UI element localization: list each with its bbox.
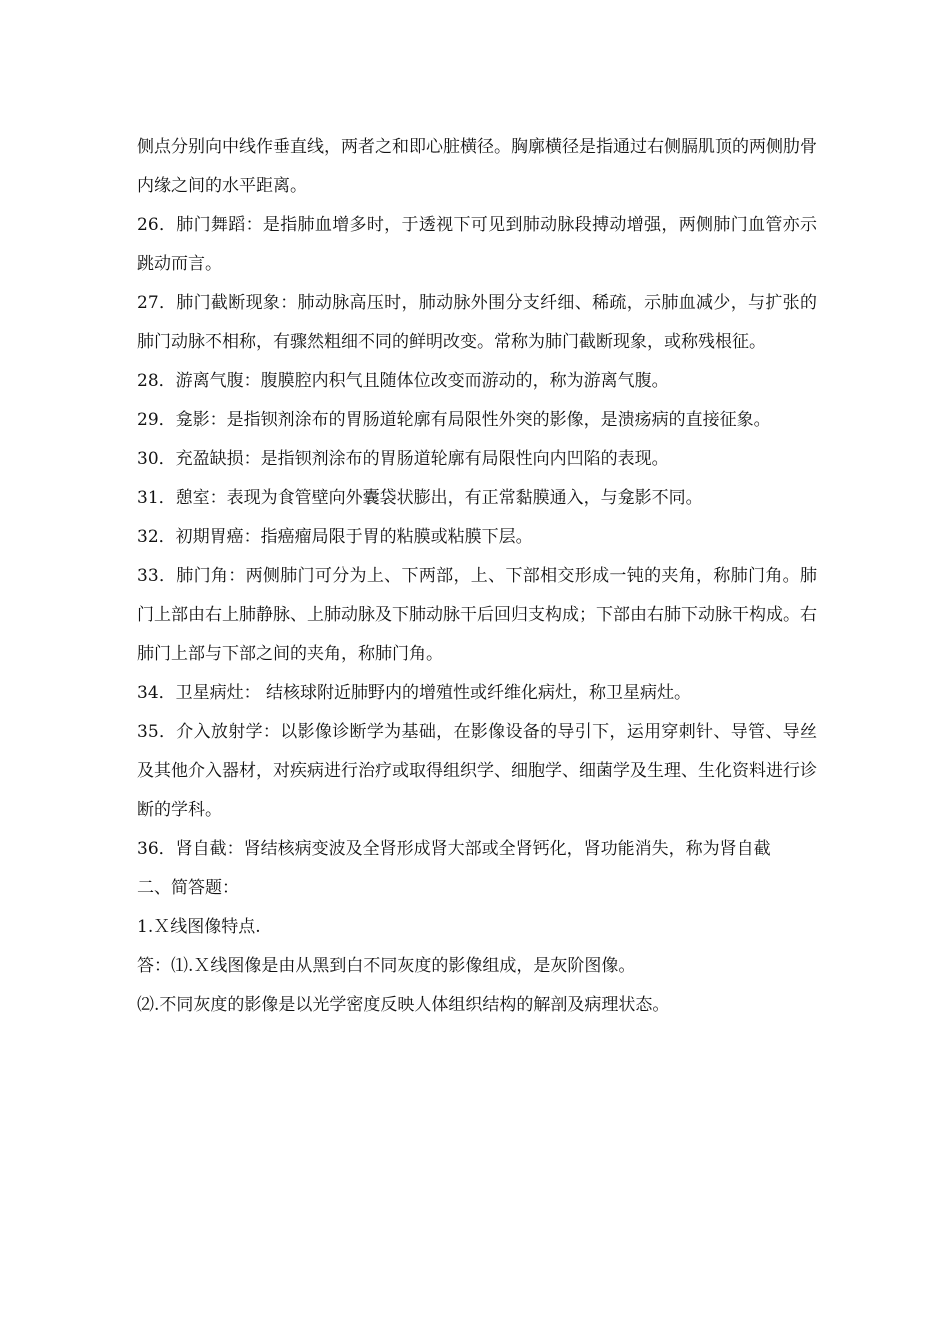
answer-1-point-1: 答：⑴.Ｘ线图像是由从黑到白不同灰度的影像组成，是灰阶图像。 (137, 956, 636, 976)
section-heading-short-answer: 二、简答题： (137, 878, 239, 898)
term-27-hilar-cutoff: 27．肺门截断现象：肺动脉高压时，肺动脉外围分支纤细、稀疏，示肺血减少，与扩张的肺门动脉不相称，有骤然粗细不同的鲜明改变。常称为肺门截断现象，或称残根征。 (137, 293, 817, 352)
term-33-hilar-angle: 33．肺门角：两侧肺门可分为上、下两部，上、下部相交形成一钝的夹角，称肺门角。肺门上部由右上肺静脉、上肺动脉及下肺动脉干后回归支构成；下部由右肺下动脉干构成。右肺门上部与下部之间的夹角，称肺门角。 (137, 566, 817, 664)
answer-1-point-2: ⑵.不同灰度的影像是以光学密度反映人体组织结构的解剖及病理状态。 (137, 995, 670, 1015)
document-page (137, 128, 817, 1025)
term-36-autonephrectomy: 36．肾自截：肾结核病变波及全肾形成肾大部或全肾钙化，肾功能消失，称为肾自截 (137, 839, 771, 859)
term-34-satellite-lesion: 34．卫星病灶： 结核球附近肺野内的增殖性或纤维化病灶，称卫星病灶。 (137, 683, 692, 703)
term-28-free-pneumoperitoneum: 28．游离气腹：腹膜腔内积气且随体位改变而游动的，称为游离气腹。 (137, 371, 669, 391)
term-32-early-gastric-cancer: 32．初期胃癌：指癌瘤局限于胃的粘膜或粘膜下层。 (137, 527, 533, 547)
term-31-diverticulum: 31．憩室：表现为食管壁向外囊袋状膨出，有正常黏膜通入，与龛影不同。 (137, 488, 703, 508)
paragraph-continuation: 侧点分别向中线作垂直线，两者之和即心脏横径。胸廓横径是指通过右侧膈肌顶的两侧肋骨内缘之间的水平距离。 (137, 137, 817, 196)
term-35-interventional-radiology: 35．介入放射学：以影像诊断学为基础，在影像设备的导引下，运用穿刺针、导管、导丝及其他介入器材，对疾病进行治疗或取得组织学、细胞学、细菌学及生理、生化资料进行诊断的学科。 (137, 722, 817, 820)
term-26-hilar-dance: 26．肺门舞蹈：是指肺血增多时，于透视下可见到肺动脉段搏动增强，两侧肺门血管亦示跳动而言。 (137, 215, 817, 274)
question-1: 1.Ｘ线图像特点. (137, 917, 261, 937)
term-30-filling-defect: 30．充盈缺损：是指钡剂涂布的胃肠道轮廓有局限性向内凹陷的表现。 (137, 449, 669, 469)
term-29-niche-sign: 29．龛影：是指钡剂涂布的胃肠道轮廓有局限性外突的影像，是溃疡病的直接征象。 (137, 410, 771, 430)
